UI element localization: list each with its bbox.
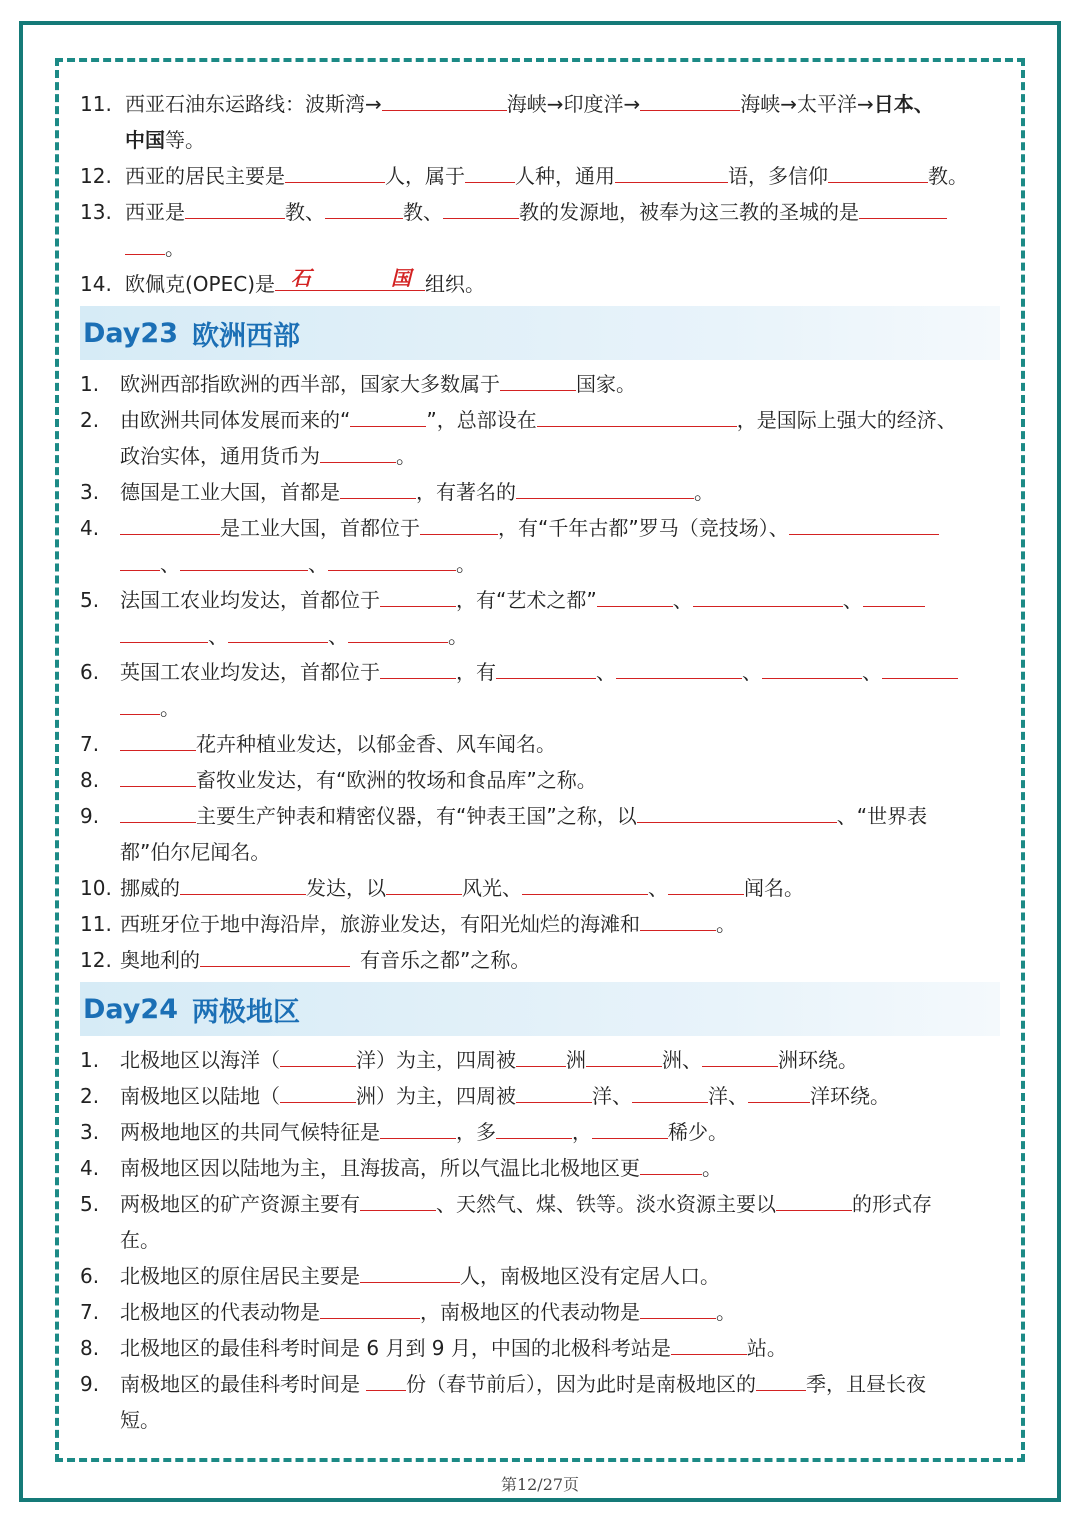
answer-blank[interactable] [668, 874, 744, 895]
question-text: 洲、 [662, 1048, 702, 1072]
question-text: 人种，通用 [515, 164, 615, 188]
question-day23-11 [80, 906, 1000, 942]
answer-blank[interactable] [640, 910, 716, 931]
answer-blank[interactable] [180, 874, 306, 895]
question-text: 。 [165, 236, 185, 260]
question-text: 英国工农业均发达，首都位于 [120, 660, 380, 684]
question-text: 教的发源地，被奉为这三教的圣城的是 [519, 200, 859, 224]
question-text: ，多 [456, 1120, 496, 1144]
answer-blank[interactable] [320, 1298, 420, 1319]
question-day23-4 [80, 510, 1000, 582]
question-text: 北极地区的最佳科考时间是 6 月到 9 月，中国的北极科考站是 [120, 1336, 671, 1360]
question-number: 3. [80, 1120, 100, 1144]
question-day23-10 [80, 870, 1000, 906]
answer-blank[interactable] [632, 1082, 708, 1103]
question-text: 、“世界表 [836, 804, 928, 828]
question-text: 海峡→印度洋→ [506, 92, 641, 116]
answer-blank[interactable] [125, 234, 165, 255]
question-text: ，是国际上强大的经济、 [736, 408, 957, 432]
question-text: 两极地区的矿产资源主要有 [120, 1192, 360, 1216]
answer-blank[interactable] [120, 622, 208, 643]
question-text: 、 [648, 876, 668, 900]
section-header-day24 [80, 982, 1000, 1036]
answer-blank[interactable] [285, 162, 385, 183]
question-text: 。 [716, 912, 736, 936]
answer-blank-filled[interactable] [275, 266, 425, 291]
question-text: 发达，以 [306, 876, 386, 900]
question-text: 。 [448, 624, 468, 648]
question-number: 2. [80, 1084, 100, 1108]
question-text: 洋、 [708, 1084, 748, 1108]
answer-blank[interactable] [328, 550, 456, 571]
question-text: 洋环绕。 [810, 1084, 890, 1108]
answer-blank[interactable] [640, 90, 740, 111]
answer-blank[interactable] [360, 1262, 460, 1283]
handwritten-answer: 石 [291, 266, 312, 290]
question-text: 份（春节前后），因为此时是南极地区的 [406, 1372, 756, 1396]
question-day24-3 [80, 1114, 1000, 1150]
question-text: 、 [308, 552, 328, 576]
question-text: 、 [208, 624, 228, 648]
question-text: 南极地区以陆地（ [120, 1084, 280, 1108]
question-text: 两极地地区的共同气候特征是 [120, 1120, 380, 1144]
answer-blank[interactable] [671, 1334, 747, 1355]
question-number: 1. [80, 372, 100, 396]
question-number: 13. [80, 200, 112, 224]
answer-blank[interactable] [748, 1082, 810, 1103]
section-day-label: Day23 [83, 317, 178, 349]
question-text: 。 [716, 1300, 736, 1324]
answer-blank[interactable] [828, 162, 928, 183]
question-text: 西班牙位于地中海沿岸，旅游业发达，有阳光灿烂的海滩和 [120, 912, 640, 936]
worksheet-content [80, 86, 1000, 1438]
question-text: 奥地利的 [120, 948, 200, 972]
question-text: 洲环绕。 [778, 1048, 858, 1072]
section-title: 欧洲西部 [191, 320, 300, 352]
answer-blank[interactable] [592, 1118, 668, 1139]
question-day23-6 [80, 654, 1000, 726]
question-text: ， [572, 1120, 592, 1144]
question-text: 洋）为主，四周被 [356, 1048, 516, 1072]
answer-blank[interactable] [366, 1370, 406, 1391]
question-text: 、天然气、煤、铁等。淡水资源主要以 [436, 1192, 776, 1216]
answer-blank[interactable] [280, 1046, 356, 1067]
question-day23-5 [80, 582, 1000, 654]
answer-blank[interactable] [615, 162, 728, 183]
question-text: 花卉种植业发达，以郁金香、风车闻名。 [196, 732, 556, 756]
question-number: 1. [80, 1048, 100, 1072]
question-number: 10. [80, 876, 112, 900]
question-text: 西亚的居民主要是 [125, 164, 285, 188]
answer-blank[interactable] [537, 406, 737, 427]
question-text-bold: 日本、 [873, 92, 934, 116]
question-text: ，南极地区的代表动物是 [420, 1300, 640, 1324]
answer-blank[interactable] [500, 370, 576, 391]
section-day-label: Day24 [83, 993, 178, 1025]
question-text: 人，南极地区没有定居人口。 [460, 1264, 720, 1288]
answer-blank[interactable] [789, 514, 939, 535]
answer-blank[interactable] [637, 802, 837, 823]
answer-blank[interactable] [228, 622, 328, 643]
question-day24-8 [80, 1330, 1000, 1366]
question-day24-4 [80, 1150, 1000, 1186]
question-text: 洲 [566, 1048, 586, 1072]
question-text: 风光、 [462, 876, 522, 900]
answer-blank[interactable] [180, 550, 308, 571]
answer-blank[interactable] [120, 694, 160, 715]
question-top-11 [80, 86, 1000, 158]
question-day24-7 [80, 1294, 1000, 1330]
question-text: 南极地区的最佳科考时间是 [120, 1372, 360, 1396]
answer-blank[interactable] [762, 658, 862, 679]
answer-blank[interactable] [516, 478, 694, 499]
question-text: 北极地区以海洋（ [120, 1048, 280, 1072]
question-number: 14. [80, 272, 112, 296]
answer-blank[interactable] [516, 1082, 592, 1103]
question-text: 。 [702, 1156, 722, 1180]
question-text: 西亚石油东运路线：波斯湾→ [125, 92, 382, 116]
answer-blank[interactable] [185, 198, 285, 219]
question-number: 12. [80, 164, 112, 188]
question-text: 教、 [285, 200, 325, 224]
question-text: ，有“艺术之都” [456, 588, 597, 612]
question-number: 4. [80, 1156, 100, 1180]
question-text-bold: 中国 [125, 128, 165, 152]
question-text: ，有著名的 [416, 480, 516, 504]
question-day23-7 [80, 726, 1000, 762]
answer-blank[interactable] [382, 90, 507, 111]
question-number: 2. [80, 408, 100, 432]
answer-blank[interactable] [702, 1046, 778, 1067]
section-title: 两极地区 [191, 996, 300, 1028]
question-text: 、 [742, 660, 762, 684]
question-text: 挪威的 [120, 876, 180, 900]
answer-blank[interactable] [496, 658, 596, 679]
question-number: 12. [80, 948, 112, 972]
question-day24-9 [80, 1366, 1000, 1438]
question-number: 8. [80, 1336, 100, 1360]
answer-blank[interactable] [120, 802, 196, 823]
question-text: 稀少。 [668, 1120, 728, 1144]
question-text: 有音乐之都”之称。 [360, 948, 531, 972]
question-text: 由欧洲共同体发展而来的“ [120, 408, 351, 432]
answer-blank[interactable] [776, 1190, 852, 1211]
question-text: 的形式存 [852, 1192, 932, 1216]
question-number: 11. [80, 92, 112, 116]
answer-blank[interactable] [360, 1190, 436, 1211]
question-text: ，有 [456, 660, 496, 684]
question-number: 5. [80, 588, 100, 612]
answer-blank[interactable] [586, 1046, 662, 1067]
question-text: 、 [596, 660, 616, 684]
question-text: 等。 [165, 128, 205, 152]
answer-blank[interactable] [863, 586, 925, 607]
question-text: 、 [842, 588, 863, 612]
question-text: 短。 [120, 1408, 160, 1432]
question-text: 欧佩克(OPEC)是 [125, 272, 276, 296]
answer-blank[interactable] [380, 658, 456, 679]
question-text: 、 [862, 660, 882, 684]
question-text: 北极地区的代表动物是 [120, 1300, 320, 1324]
answer-blank[interactable] [200, 946, 350, 967]
section-header-day23 [80, 306, 1000, 360]
question-day23-8 [80, 762, 1000, 798]
answer-blank[interactable] [882, 658, 958, 679]
question-number: 9. [80, 1372, 100, 1396]
answer-blank[interactable] [859, 198, 947, 219]
answer-blank[interactable] [386, 874, 462, 895]
page-number-footer: 第12/27页 [500, 1475, 580, 1494]
question-number: 11. [80, 912, 112, 936]
answer-blank[interactable] [640, 1154, 702, 1175]
question-day24-5 [80, 1186, 1000, 1258]
question-text: 人，属于 [385, 164, 465, 188]
answer-blank[interactable] [280, 1082, 356, 1103]
question-text: 。 [160, 696, 180, 720]
question-text: 。 [396, 444, 416, 468]
answer-blank[interactable] [325, 198, 403, 219]
question-text: 季，且昼长夜 [806, 1372, 926, 1396]
question-text: 、 [160, 552, 180, 576]
question-top-12 [80, 158, 1000, 194]
question-number: 3. [80, 480, 100, 504]
answer-blank[interactable] [120, 730, 196, 751]
answer-blank[interactable] [443, 198, 519, 219]
question-text: ”，总部设在 [426, 408, 537, 432]
question-text: 政治实体，通用货币为 [120, 444, 320, 468]
question-text: ，有“千年古都”罗马（竞技场）、 [498, 516, 789, 540]
question-text: 北极地区的原住居民主要是 [120, 1264, 360, 1288]
question-text: 站。 [746, 1336, 787, 1360]
question-text: 洋、 [592, 1084, 632, 1108]
answer-blank[interactable] [380, 1118, 456, 1139]
question-text: 畜牧业发达，有“欧洲的牧场和食品库”之称。 [196, 768, 597, 792]
question-number: 6. [80, 1264, 100, 1288]
answer-blank[interactable] [420, 514, 498, 535]
question-number: 7. [80, 732, 100, 756]
answer-blank[interactable] [522, 874, 648, 895]
answer-blank[interactable] [496, 1118, 572, 1139]
answer-blank[interactable] [756, 1370, 806, 1391]
answer-blank[interactable] [693, 586, 843, 607]
question-text: 。 [456, 552, 476, 576]
question-day24-1 [80, 1042, 1000, 1078]
question-day24-6 [80, 1258, 1000, 1294]
question-day23-9 [80, 798, 1000, 870]
question-text: 国家。 [576, 372, 636, 396]
question-text: 。 [694, 480, 714, 504]
question-day23-1 [80, 366, 1000, 402]
answer-blank[interactable] [120, 766, 196, 787]
question-text: 组织。 [425, 272, 486, 296]
question-number: 9. [80, 804, 100, 828]
question-day23-3 [80, 474, 1000, 510]
question-text: 德国是工业大国，首都是 [120, 480, 340, 504]
question-text: 是工业大国，首都位于 [220, 516, 420, 540]
question-day24-2 [80, 1078, 1000, 1114]
answer-blank[interactable] [350, 406, 426, 427]
answer-blank[interactable] [120, 550, 160, 571]
question-text: 、 [672, 588, 693, 612]
question-text: 、 [328, 624, 348, 648]
answer-blank[interactable] [380, 586, 456, 607]
answer-blank[interactable] [340, 478, 416, 499]
question-text: 都”伯尔尼闻名。 [120, 840, 271, 864]
question-text: 海峡→太平洋→ [740, 92, 874, 116]
question-text: 语，多信仰 [728, 164, 828, 188]
question-number: 5. [80, 1192, 100, 1216]
question-number: 7. [80, 1300, 100, 1324]
question-text: 教、 [403, 200, 443, 224]
question-number: 6. [80, 660, 100, 684]
question-day23-2 [80, 402, 1000, 474]
question-day23-12 [80, 942, 1000, 978]
answer-blank[interactable] [616, 658, 742, 679]
question-text: 在。 [120, 1228, 160, 1252]
question-number: 4. [80, 516, 100, 540]
question-text: 闻名。 [744, 876, 804, 900]
question-text: 主要生产钟表和精密仪器，有“钟表王国”之称，以 [196, 804, 637, 828]
answer-blank[interactable] [640, 1298, 716, 1319]
question-number: 8. [80, 768, 100, 792]
question-text: 教。 [928, 164, 968, 188]
question-text: 洲）为主，四周被 [356, 1084, 516, 1108]
answer-blank[interactable] [597, 586, 673, 607]
answer-blank[interactable] [320, 442, 396, 463]
question-text: 欧洲西部指欧洲的西半部，国家大多数属于 [120, 372, 500, 396]
answer-blank[interactable] [348, 622, 448, 643]
answer-blank[interactable] [516, 1046, 566, 1067]
question-top-14 [80, 266, 1000, 302]
question-text: 西亚是 [125, 200, 185, 224]
question-text: 法国工农业均发达，首都位于 [120, 588, 380, 612]
answer-blank[interactable] [120, 514, 220, 535]
question-top-13 [80, 194, 1000, 266]
question-text: 南极地区因以陆地为主，且海拔高，所以气温比北极地区更 [120, 1156, 640, 1180]
handwritten-answer: 国 [391, 266, 412, 290]
answer-blank[interactable] [465, 162, 515, 183]
